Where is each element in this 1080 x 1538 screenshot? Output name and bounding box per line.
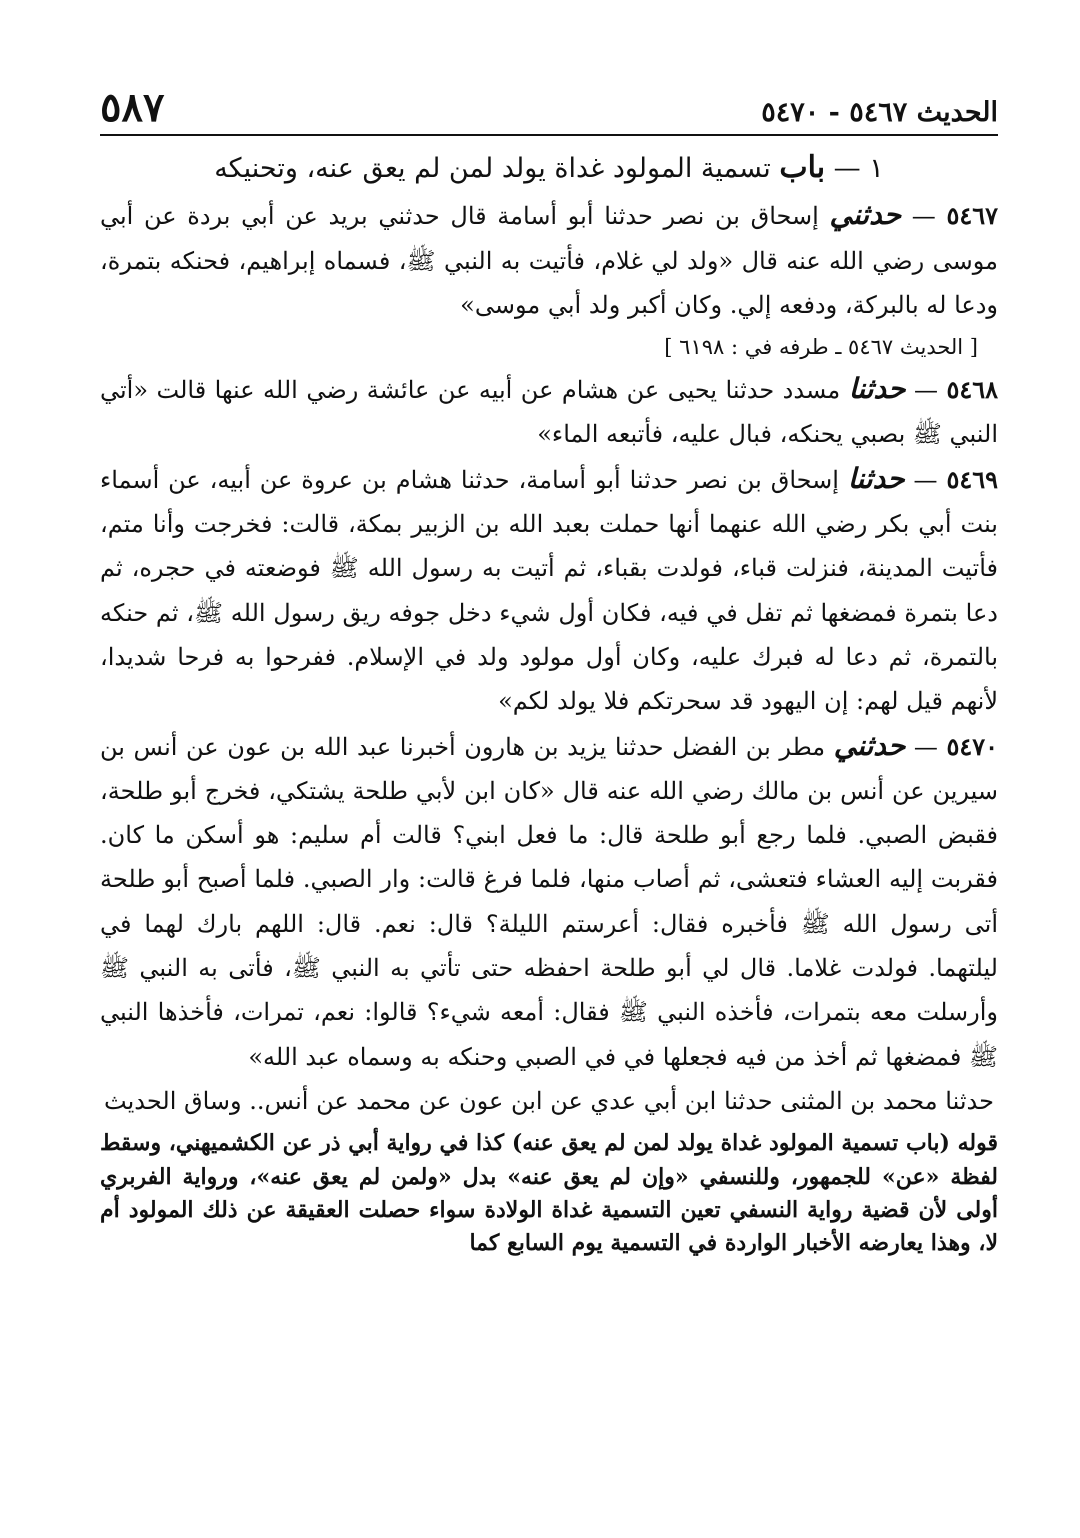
chapter-number: ١	[869, 153, 884, 184]
page-number: ٥٨٧	[100, 84, 165, 131]
hadith-5470: ٥٤٧٠ — حدثني مطر بن الفضل حدثنا يزيد بن هارون أخبرنا عبد الله بن عون عن أنس بن سيرين عن أنس بن مالك رضي الله عنه قال «كان ابن لأبي طلحة يشتكي، فخرج أبو طلحة، فقبض الصبي. فلما رجع أبو طلحة قال: ما فعل ابني؟ قالت أم سليم: هو أسكن ما كان. فقربت إليه العشاء فتعشى، ثم أصاب منها، فلما فرغ قالت: وار الصبي. فلما أصبح أبو طلحة أتى رسول الله ﷺ فأخبره فقال: أعرستم الليلة؟ قال: نعم. قال: اللهم بارك لهما في ليلتهما. فولدت غلاما. قال لي أبو طلحة احفظه حتى تأتي به النبي ﷺ، فأتى به النبي ﷺ وأرسلت معه بتمرات، فأخذه النبي ﷺ فقال: أمعه شيء؟ قالوا: نعم، تمرات، فأخذها النبي ﷺ فمضغها ثم أخذ من فيه فجعلها في في الصبي وحنكه به وسماه عبد الله»	[100, 728, 998, 1071]
hadith-number: ٥٤٧٠	[946, 731, 998, 761]
hadith-text: إسحاق بن نصر حدثنا أبو أسامة، حدثنا هشام بن عروة عن أبيه، عن أسماء بنت أبي بكر رضي الله عنهما أنها حملت بعبد الله بن الزبير بمكة، قالت: فخرجت وأنا متم، فأتيت المدينة، فنزلت قباء، فولدت بقباء، ثم أتيت به رسول الله ﷺ فوضعته في حجره، ثم دعا بتمرة فمضغها ثم تفل في فيه، فكان أول شيء دخل جوفه ريق رسول الله ﷺ، ثم حنكه بالتمرة، ثم دعا له فبرك عليه، وكان أول مولود ولد في الإسلام. ففرحوا به فرحا شديدا، لأنهم قيل لهم: إن اليهود قد سحرتكم فلا يولد لكم»	[100, 465, 998, 716]
hadith-5467: ٥٤٦٧ — حدثني إسحاق بن نصر حدثنا أبو أسامة قال حدثني بريد عن أبي بردة عن أبي موسى رضي الله عنه قال «ولد لي غلام، فأتيت به النبي ﷺ، فسماه إبراهيم، فحنكه بتمرة، ودعا له بالبركة، ودفعه إلي. وكان أكبر ولد أبي موسى»	[100, 198, 998, 319]
hadith-text: مطر بن الفضل حدثنا يزيد بن هارون أخبرنا عبد الله بن عون عن أنس بن سيرين عن أنس بن مالك رضي الله عنه قال «كان ابن لأبي طلحة يشتكي، فخرج أبو طلحة، فقبض الصبي. فلما رجع أبو طلحة قال: ما فعل ابني؟ قالت أم سليم: هو أسكن ما كان. فقربت إليه العشاء فتعشى، ثم أصاب منها، فلما فرغ قالت: وار الصبي. فلما أصبح أبو طلحة أتى رسول الله ﷺ فأخبره فقال: أعرستم الليلة؟ قال: نعم. قال: اللهم بارك لهما في ليلتهما. فولدت غلاما. قال لي أبو طلحة احفظه حتى تأتي به النبي ﷺ، فأتى به النبي ﷺ وأرسلت معه بتمرات، فأخذه النبي ﷺ فقال: أمعه شيء؟ قالوا: نعم، تمرات، فأخذها النبي ﷺ فمضغها ثم أخذ من فيه فجعلها في في الصبي وحنكه به وسماه عبد الله»	[100, 732, 998, 1071]
hadith-number: ٥٤٦٩	[946, 464, 998, 494]
hadith-keyword: حدثني	[833, 728, 906, 762]
hadith-keyword: حدثنا	[848, 372, 906, 406]
chapter-bab-word: باب	[779, 150, 826, 185]
running-head: الحديث ٥٤٦٧ - ٥٤٧٠	[761, 97, 998, 128]
hadith-keyword: حدثني	[829, 198, 902, 232]
hadith-number: ٥٤٦٨	[946, 375, 998, 405]
page-header	[100, 80, 998, 136]
hadith-5469: ٥٤٦٩ — حدثنا إسحاق بن نصر حدثنا أبو أسامة، حدثنا هشام بن عروة عن أبيه، عن أسماء بنت أبي بكر رضي الله عنهما أنها حملت بعبد الله بن الزبير بمكة، قالت: فخرجت وأنا متم، فأتيت المدينة، فنزلت قباء، فولدت بقباء، ثم أتيت به رسول الله ﷺ فوضعته في حجره، ثم دعا بتمرة فمضغها ثم تفل في فيه، فكان أول شيء دخل جوفه ريق رسول الله ﷺ، ثم حنكه بالتمرة، ثم دعا له فبرك عليه، وكان أول مولود ولد في الإسلام. ففرحوا به فرحا شديدا، لأنهم قيل لهم: إن اليهود قد سحرتكم فلا يولد لكم»	[100, 461, 998, 716]
hadith-text: مسدد حدثنا يحيى عن هشام عن أبيه عن عائشة رضي الله عنها قالت «أتي النبي ﷺ بصبي يحنكه، فبال عليه، فأتبعه الماء»	[100, 376, 998, 449]
main-text	[100, 146, 998, 1260]
chapter-dash: —	[833, 153, 861, 184]
hadith-keyword: حدثنا	[847, 461, 905, 495]
cross-reference: [ الحديث ٥٤٦٧ ـ طرفه في : ٦١٩٨ ]	[664, 335, 978, 360]
commentary-text: قوله (باب تسمية المولود غداة يولد لمن لم يعق عنه) كذا في رواية أبي ذر عن الكشميهني، وسقط لفظة «عن» للجمهور، وللنسفي «وإن لم يعق عنه» بدل «ولمن لم يعق عنه»، ورواية الفربري أولى لأن قضية رواية النسفي تعين التسمية غداة الولادة سواء حصلت العقيقة عن ذلك المولود أم لا، وهذا يعارضه الأخبار الواردة في التسمية يوم السابع كما	[100, 1130, 999, 1257]
hadith-text: إسحاق بن نصر حدثنا أبو أسامة قال حدثني بريد عن أبي بردة عن أبي موسى رضي الله عنه قال «ولد لي غلام، فأتيت به النبي ﷺ، فسماه إبراهيم، فحنكه بتمرة، ودعا له بالبركة، ودفعه إلي. وكان أكبر ولد أبي موسى»	[100, 202, 998, 319]
chapter-title-text: تسمية المولود غداة يولد لمن لم يعق عنه، وتحنيكه	[214, 153, 771, 184]
chain-note: حدثنا محمد بن المثنى حدثنا ابن أبي عدي عن ابن عون عن محمد عن أنس.. وساق الحديث	[104, 1086, 994, 1115]
hadith-number: ٥٤٦٧	[946, 201, 998, 231]
hadith-5468: ٥٤٦٨ — حدثنا مسدد حدثنا يحيى عن هشام عن أبيه عن عائشة رضي الله عنها قالت «أتي النبي ﷺ بصبي يحنكه، فبال عليه، فأتبعه الماء»	[100, 372, 998, 449]
commentary-section	[100, 1127, 998, 1260]
chapter-heading	[100, 146, 998, 191]
